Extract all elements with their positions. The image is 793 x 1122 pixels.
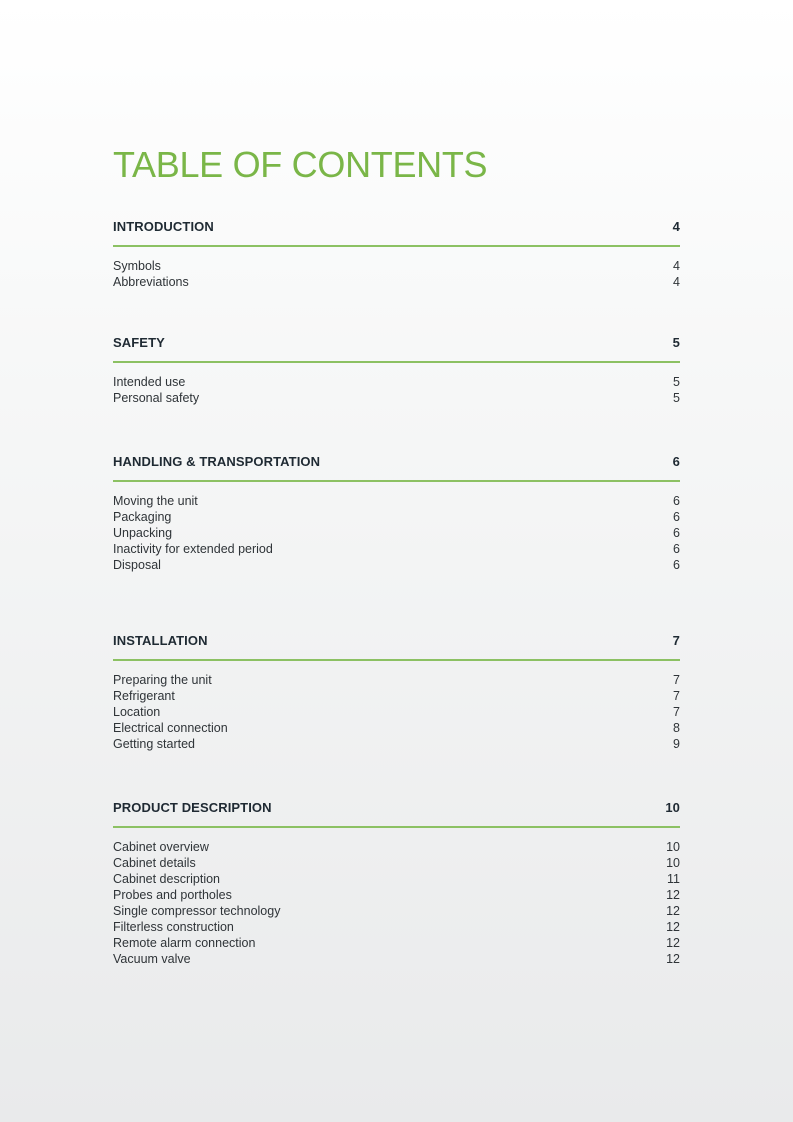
entry-label: Disposal <box>113 558 161 572</box>
section-page-number: 5 <box>672 335 680 350</box>
toc-entry[interactable] <box>113 274 680 290</box>
section-page-number: 6 <box>672 454 680 469</box>
entry-label: Packaging <box>113 510 172 524</box>
entry-page-number: 5 <box>673 375 680 389</box>
toc-entry[interactable] <box>113 374 680 390</box>
section-title: SAFETY <box>113 335 165 350</box>
entry-page-number: 10 <box>666 840 680 854</box>
toc-entry[interactable] <box>113 704 680 720</box>
entry-label: Abbreviations <box>113 275 189 289</box>
entry-page-number: 6 <box>673 526 680 540</box>
entry-page-number: 4 <box>673 259 680 273</box>
section-heading[interactable] <box>113 800 680 818</box>
section-heading[interactable] <box>113 454 680 472</box>
entry-label: Moving the unit <box>113 494 198 508</box>
toc-entry[interactable] <box>113 935 680 951</box>
section-items <box>113 493 680 573</box>
entry-page-number: 4 <box>673 275 680 289</box>
entry-label: Electrical connection <box>113 721 228 735</box>
toc-entry[interactable] <box>113 919 680 935</box>
entry-label: Probes and portholes <box>113 888 232 902</box>
section-divider <box>113 245 680 247</box>
entry-page-number: 12 <box>666 936 680 950</box>
entry-label: Symbols <box>113 259 161 273</box>
toc-section-handling-transportation <box>113 454 680 573</box>
entry-label: Personal safety <box>113 391 200 405</box>
entry-page-number: 6 <box>673 510 680 524</box>
entry-page-number: 12 <box>666 952 680 966</box>
toc-entry[interactable] <box>113 736 680 752</box>
toc-entry[interactable] <box>113 951 680 967</box>
section-divider <box>113 659 680 661</box>
entry-page-number: 6 <box>673 494 680 508</box>
section-items <box>113 672 680 752</box>
entry-label: Inactivity for extended period <box>113 542 273 556</box>
section-items <box>113 258 680 290</box>
entry-label: Filterless construction <box>113 920 234 934</box>
toc-entry[interactable] <box>113 903 680 919</box>
toc-entry[interactable] <box>113 720 680 736</box>
toc-section-product-description <box>113 800 680 967</box>
entry-label: Single compressor technology <box>113 904 281 918</box>
entry-page-number: 6 <box>673 542 680 556</box>
section-title: INSTALLATION <box>113 633 208 648</box>
section-title: PRODUCT DESCRIPTION <box>113 800 272 815</box>
toc-section-installation <box>113 633 680 752</box>
section-items <box>113 374 680 406</box>
entry-page-number: 6 <box>673 558 680 572</box>
section-divider <box>113 480 680 482</box>
entry-page-number: 7 <box>673 673 680 687</box>
entry-page-number: 11 <box>667 872 680 886</box>
toc-entry[interactable] <box>113 887 680 903</box>
entry-page-number: 10 <box>666 856 680 870</box>
toc-entry[interactable] <box>113 541 680 557</box>
entry-label: Unpacking <box>113 526 173 540</box>
toc-section-introduction <box>113 219 680 290</box>
section-heading[interactable] <box>113 633 680 651</box>
page-title: TABLE OF CONTENTS <box>113 144 488 185</box>
entry-page-number: 12 <box>666 920 680 934</box>
entry-label: Preparing the unit <box>113 673 212 687</box>
entry-page-number: 7 <box>673 705 680 719</box>
section-items <box>113 839 680 967</box>
section-title: HANDLING & TRANSPORTATION <box>113 454 321 469</box>
entry-page-number: 9 <box>673 737 680 751</box>
section-page-number: 4 <box>672 219 680 234</box>
toc-entry[interactable] <box>113 871 680 887</box>
toc-entry[interactable] <box>113 525 680 541</box>
entry-page-number: 12 <box>666 904 680 918</box>
entry-label: Getting started <box>113 737 195 751</box>
toc-entry[interactable] <box>113 258 680 274</box>
entry-page-number: 8 <box>673 721 680 735</box>
entry-label: Cabinet description <box>113 872 221 886</box>
toc-entry[interactable] <box>113 390 680 406</box>
toc-entry[interactable] <box>113 672 680 688</box>
toc-section-safety <box>113 335 680 406</box>
entry-page-number: 7 <box>673 689 680 703</box>
entry-label: Cabinet details <box>113 856 196 870</box>
toc-entry[interactable] <box>113 688 680 704</box>
section-page-number: 7 <box>672 633 680 648</box>
toc-entry[interactable] <box>113 839 680 855</box>
entry-page-number: 12 <box>666 888 680 902</box>
section-divider <box>113 826 680 828</box>
entry-label: Remote alarm connection <box>113 936 256 950</box>
section-title: INTRODUCTION <box>113 219 214 234</box>
entry-page-number: 5 <box>673 391 680 405</box>
entry-label: Refrigerant <box>113 689 175 703</box>
toc-entry[interactable] <box>113 493 680 509</box>
toc-entry[interactable] <box>113 855 680 871</box>
toc-entry[interactable] <box>113 557 680 573</box>
toc-entry[interactable] <box>113 509 680 525</box>
section-heading[interactable] <box>113 335 680 353</box>
entry-label: Location <box>113 705 161 719</box>
entry-label: Intended use <box>113 375 186 389</box>
entry-label: Cabinet overview <box>113 840 209 854</box>
section-page-number: 10 <box>665 800 680 815</box>
section-divider <box>113 361 680 363</box>
section-heading[interactable] <box>113 219 680 237</box>
entry-label: Vacuum valve <box>113 952 191 966</box>
